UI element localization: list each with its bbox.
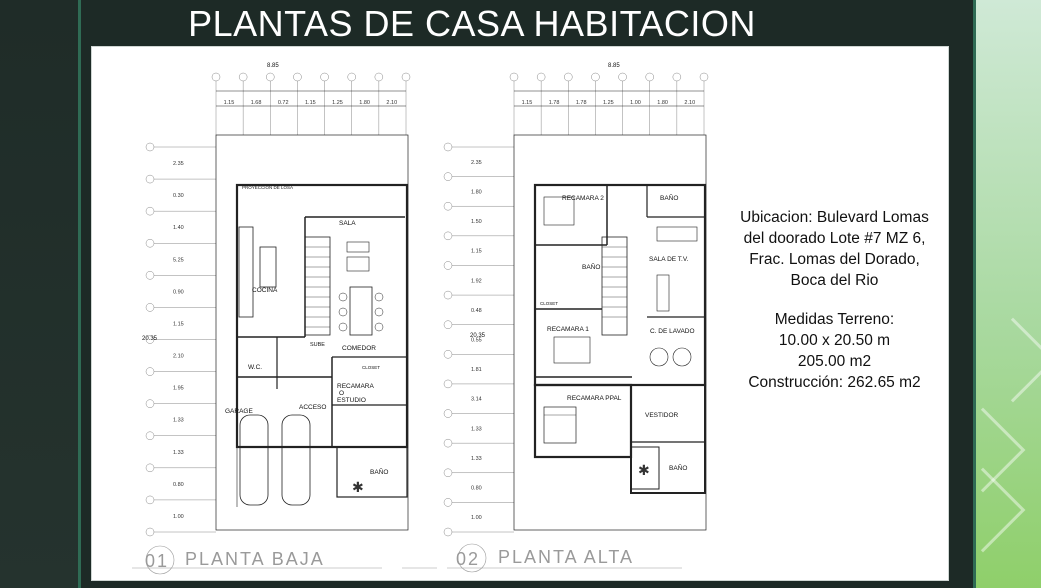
axis-bubble (444, 232, 452, 240)
room-label-bano-1: BAÑO (660, 195, 679, 202)
axis-bubble (146, 303, 154, 311)
axis-bubble (293, 73, 301, 81)
room-label-estudio: ESTUDIO (337, 397, 366, 404)
dim-left-label: 0.90 (173, 289, 184, 296)
closet-label-baja: CLOSET (362, 365, 381, 370)
dim-left-label: 1.50 (471, 219, 482, 226)
right-decor-band (973, 0, 1041, 588)
room-label-o: O (339, 390, 345, 397)
alta-overall-dim: 8.85 (608, 63, 620, 69)
axis-bubble (146, 528, 154, 536)
dim-left-label: 2.35 (173, 161, 184, 168)
dim-top-label: 2.10 (684, 100, 696, 106)
axis-bubble (239, 73, 247, 81)
alta-total-dim: 20.35 (470, 333, 486, 339)
ubicacion-line: Boca del Rio (790, 272, 879, 289)
axis-bubble (444, 202, 452, 210)
axis-bubble (146, 400, 154, 408)
room-label-comedor: COMEDOR (342, 345, 376, 352)
ubicacion-line: Ubicacion: Bulevard Lomas (740, 209, 929, 226)
dim-left-label: 1.15 (471, 248, 482, 255)
dim-top-label: 1.80 (657, 100, 669, 106)
room-label-vestidor: VESTIDOR (645, 412, 679, 419)
dim-top-label: 1.15 (521, 100, 533, 106)
room-label-acceso: ACCESO (299, 404, 327, 411)
dim-top-label: 1.80 (359, 100, 371, 106)
dim-top-label: 1.00 (630, 100, 641, 106)
room-label-recamara-1: RECAMARA 1 (547, 326, 589, 333)
dim-left-label: 1.92 (471, 278, 482, 285)
dim-left-label: 2.10 (173, 353, 184, 360)
info-panel (722, 207, 947, 393)
area-value: 205.00 m2 (797, 353, 872, 370)
room-label-recamara-baja: RECAMARA (337, 383, 374, 390)
axis-bubble (510, 73, 518, 81)
axis-bubble (564, 73, 572, 81)
axis-bubble (700, 73, 708, 81)
axis-bubble (444, 439, 452, 447)
dim-left-label: 0.30 (173, 193, 184, 200)
svg-text:✱: ✱ (638, 462, 650, 478)
axis-bubble (444, 528, 452, 536)
construccion-value: Construcción: 262.65 m2 (748, 374, 921, 391)
dim-left-label: 1.33 (471, 455, 482, 462)
axis-bubble (646, 73, 654, 81)
dim-left-label: 5.25 (173, 257, 184, 264)
axis-bubble (444, 173, 452, 181)
svg-text:✱: ✱ (352, 479, 364, 495)
axis-bubble (444, 143, 452, 151)
dim-left-label: 2.35 (471, 159, 482, 166)
left-decor-band (0, 0, 80, 588)
dim-top-label: 1.78 (575, 100, 587, 106)
axis-bubble (266, 73, 274, 81)
slide-content (91, 46, 949, 581)
floor-plans-drawing (92, 47, 717, 582)
axis-bubble (444, 498, 452, 506)
dim-left-label: 0.55 (471, 337, 482, 344)
axis-bubble (146, 207, 154, 215)
room-label-bano-2: BAÑO (582, 264, 601, 271)
chevron-decor-icon (973, 468, 1025, 553)
axis-bubble (146, 432, 154, 440)
left-accent-line (78, 0, 81, 588)
axis-bubble (146, 143, 154, 151)
axis-bubble (146, 368, 154, 376)
dim-left-label: 0.80 (173, 481, 184, 488)
dim-left-label: 0.80 (471, 485, 482, 492)
axis-bubble (146, 271, 154, 279)
axis-bubble (146, 496, 154, 504)
axis-bubble (673, 73, 681, 81)
room-label-garage: GARAGE (225, 408, 253, 415)
medidas-label: Medidas Terreno: (774, 311, 895, 328)
axis-bubble (444, 291, 452, 299)
room-label-bano-3: BAÑO (669, 465, 688, 472)
dim-top-label: 1.15 (223, 100, 235, 106)
dim-top-label: 1.78 (548, 100, 560, 106)
room-label-bano-baja: BAÑO (370, 469, 389, 476)
axis-bubble (146, 239, 154, 247)
room-label-recamara-ppal: RECAMARA PPAL (567, 395, 622, 402)
baja-overall-dim: 8.85 (267, 63, 279, 69)
room-label-sala-tv: SALA DE T.V. (649, 256, 689, 263)
axis-bubble (146, 464, 154, 472)
room-label-recamara-2: RECAMARA 2 (562, 195, 604, 202)
room-label-wc: W.C. (248, 364, 263, 371)
dim-left-label: 1.33 (471, 426, 482, 433)
axis-bubble (444, 321, 452, 329)
dim-left-label: 1.00 (471, 515, 482, 522)
caption-planta-baja: PLANTA BAJA (185, 549, 325, 569)
chevron-decor-icon (973, 318, 1041, 403)
caption-num-baja: 01 (145, 551, 170, 571)
axis-bubble (212, 73, 220, 81)
caption-num-alta: 02 (456, 549, 481, 569)
axis-bubble (537, 73, 545, 81)
axis-bubble (146, 175, 154, 183)
dim-left-label: 3.14 (471, 396, 482, 403)
slide-title: PLANTAS DE CASA HABITACION (188, 3, 756, 44)
axis-bubble (402, 73, 410, 81)
axis-bubble (444, 469, 452, 477)
dim-left-label: 1.33 (173, 417, 184, 424)
caption-planta-alta: PLANTA ALTA (498, 547, 635, 567)
ubicacion-line: del doorado Lote #7 MZ 6, (743, 230, 926, 247)
dim-top-label: 0.72 (277, 100, 289, 106)
axis-bubble (444, 350, 452, 358)
axis-bubble (444, 380, 452, 388)
axis-bubble (375, 73, 383, 81)
dim-top-label: 2.10 (386, 100, 398, 106)
room-label-lavado: C. DE LAVADO (650, 328, 695, 335)
closet-label-alta: CLOSET (540, 301, 559, 306)
planta-baja (216, 91, 408, 530)
dim-left-label: 1.40 (173, 225, 184, 232)
dim-left-label: 1.80 (471, 189, 482, 196)
axis-bubble (444, 410, 452, 418)
baja-total-dim: 20.35 (142, 336, 158, 342)
proyeccion-label: PROYECCION DE LOSA (242, 185, 294, 190)
dim-top-label: 1.25 (603, 100, 614, 106)
dim-left-label: 1.00 (173, 513, 184, 520)
medidas-value: 10.00 x 20.50 m (778, 332, 891, 349)
dim-top-label: 1.15 (305, 100, 316, 106)
stair-label-sube: SUBE (310, 342, 325, 348)
dim-top-label: 1.25 (332, 100, 343, 106)
axis-bubble (444, 261, 452, 269)
room-label-cocina: COCINA (252, 287, 278, 294)
dim-left-label: 1.81 (471, 367, 482, 374)
axis-bubble (348, 73, 356, 81)
axis-bubble (619, 73, 627, 81)
dim-top-label: 1.68 (250, 100, 262, 106)
dim-left-label: 1.95 (173, 385, 184, 392)
axis-bubble (321, 73, 329, 81)
room-label-sala: SALA (339, 220, 356, 227)
ubicacion-line: Frac. Lomas del Dorado, (749, 251, 920, 268)
dim-left-label: 0.48 (471, 307, 482, 314)
axis-bubble (591, 73, 599, 81)
dim-left-label: 1.15 (173, 321, 184, 328)
dim-left-label: 1.33 (173, 449, 184, 456)
